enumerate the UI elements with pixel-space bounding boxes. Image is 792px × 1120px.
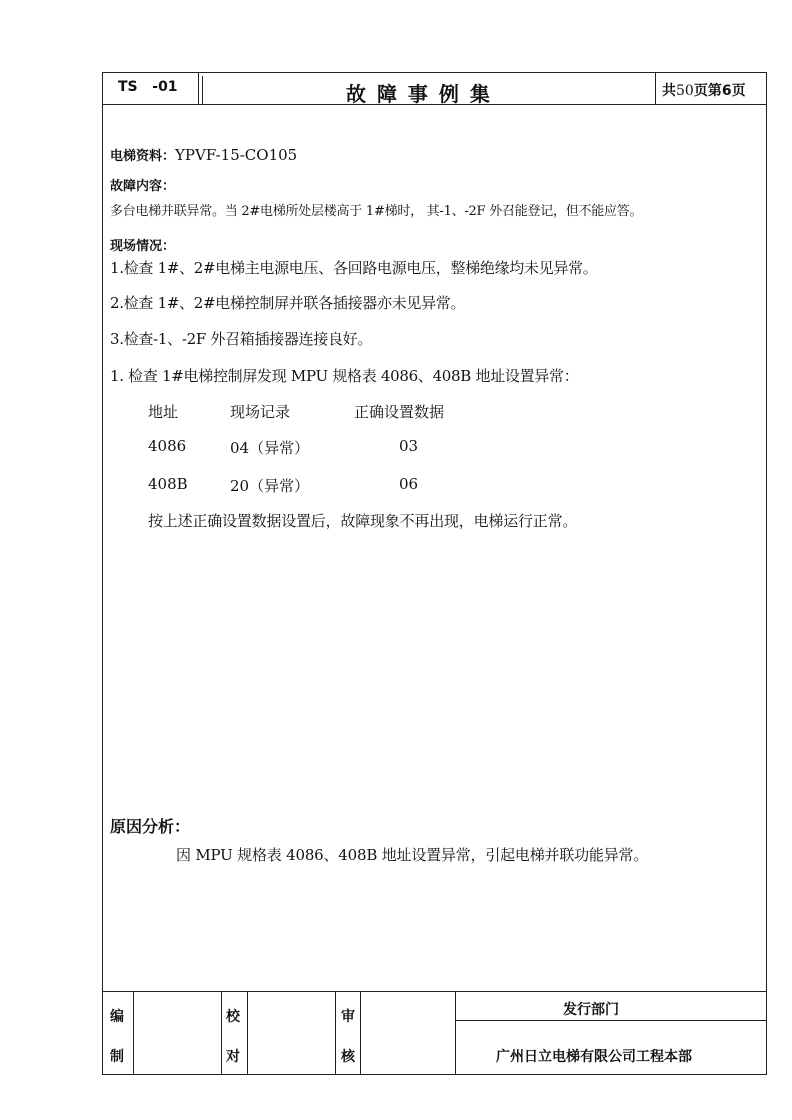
table-row-1-record: 04（异常） [230, 439, 310, 457]
model-value: YPVF-15-CO105 [175, 146, 298, 164]
document-frame [102, 72, 767, 1075]
footer-divider-6 [455, 991, 456, 1075]
table-row-2-record: 20（异常） [230, 477, 310, 495]
page-suffix: 页 [731, 83, 746, 99]
header-divider-2 [655, 72, 656, 104]
document-title: 故 障 事 例 集 [346, 82, 492, 106]
footer-divider-2 [221, 991, 222, 1075]
table-row-1-correct: 03 [399, 437, 419, 455]
reviewed-by-label-2: 核 [341, 1049, 355, 1065]
fault-text: 多台电梯并联异常。当 2#电梯所处层楼高于 1#梯时， 其-1、-2F 外召能登记，但不能应答。 [110, 204, 643, 219]
header-inner-rule [202, 76, 203, 104]
page-current: 6 [721, 83, 732, 99]
header-divider-1 [198, 72, 199, 104]
page-indicator [662, 80, 746, 100]
model-label: 电梯资料： [110, 149, 176, 164]
elevator-info [110, 145, 297, 164]
cause-text: 因 MPU 规格表 4086、408B 地址设置异常，引起电梯并联功能异常。 [176, 846, 649, 864]
site-item-2: 2.检查 1#、2#电梯控制屏并联各插接器亦未见异常。 [110, 294, 466, 312]
fault-label: 故障内容： [110, 179, 176, 194]
site-label: 现场情况： [110, 239, 176, 254]
reviewed-by-label-1: 审 [341, 1009, 355, 1025]
issuer-label: 发行部门 [563, 1002, 619, 1018]
page-total: 50 [676, 83, 694, 99]
table-row-2-correct: 06 [399, 475, 419, 493]
table-row-1-address: 4086 [148, 437, 187, 455]
compiled-by-label-2: 制 [110, 1049, 124, 1065]
site-item-3: 3.检查-1、-2F 外召箱插接器连接良好。 [110, 330, 373, 348]
footer-divider-4 [335, 991, 336, 1075]
footer-divider-5 [360, 991, 361, 1075]
table-header-address: 地址 [148, 403, 179, 421]
footer-divider-1 [133, 991, 134, 1075]
document-code: TS -01 [118, 79, 178, 95]
table-row-2-address: 408B [148, 475, 188, 493]
footer-top-rule [102, 991, 767, 992]
site-item-1: 1.检查 1#、2#电梯主电源电压、各回路电源电压，整梯绝缘均未见异常。 [110, 259, 598, 277]
checked-by-label-2: 对 [226, 1049, 240, 1065]
footer-divider-3 [247, 991, 248, 1075]
page-mid: 页第 [693, 83, 722, 99]
site-item-4: 1. 检查 1#电梯控制屏发现 MPU 规格表 4086、408B 地址设置异常： [110, 367, 579, 385]
issuer-name: 广州日立电梯有限公司工程本部 [496, 1049, 692, 1065]
table-header-correct: 正确设置数据 [354, 403, 445, 421]
compiled-by-label-1: 编 [110, 1009, 124, 1025]
conclusion-text: 按上述正确设置数据设置后，故障现象不再出现，电梯运行正常。 [148, 512, 578, 530]
page-prefix: 共 [662, 83, 676, 99]
checked-by-label-1: 校 [226, 1009, 240, 1025]
footer-issuer-rule [455, 1020, 767, 1021]
table-header-record: 现场记录 [230, 403, 291, 421]
cause-label: 原因分析： [110, 817, 191, 836]
